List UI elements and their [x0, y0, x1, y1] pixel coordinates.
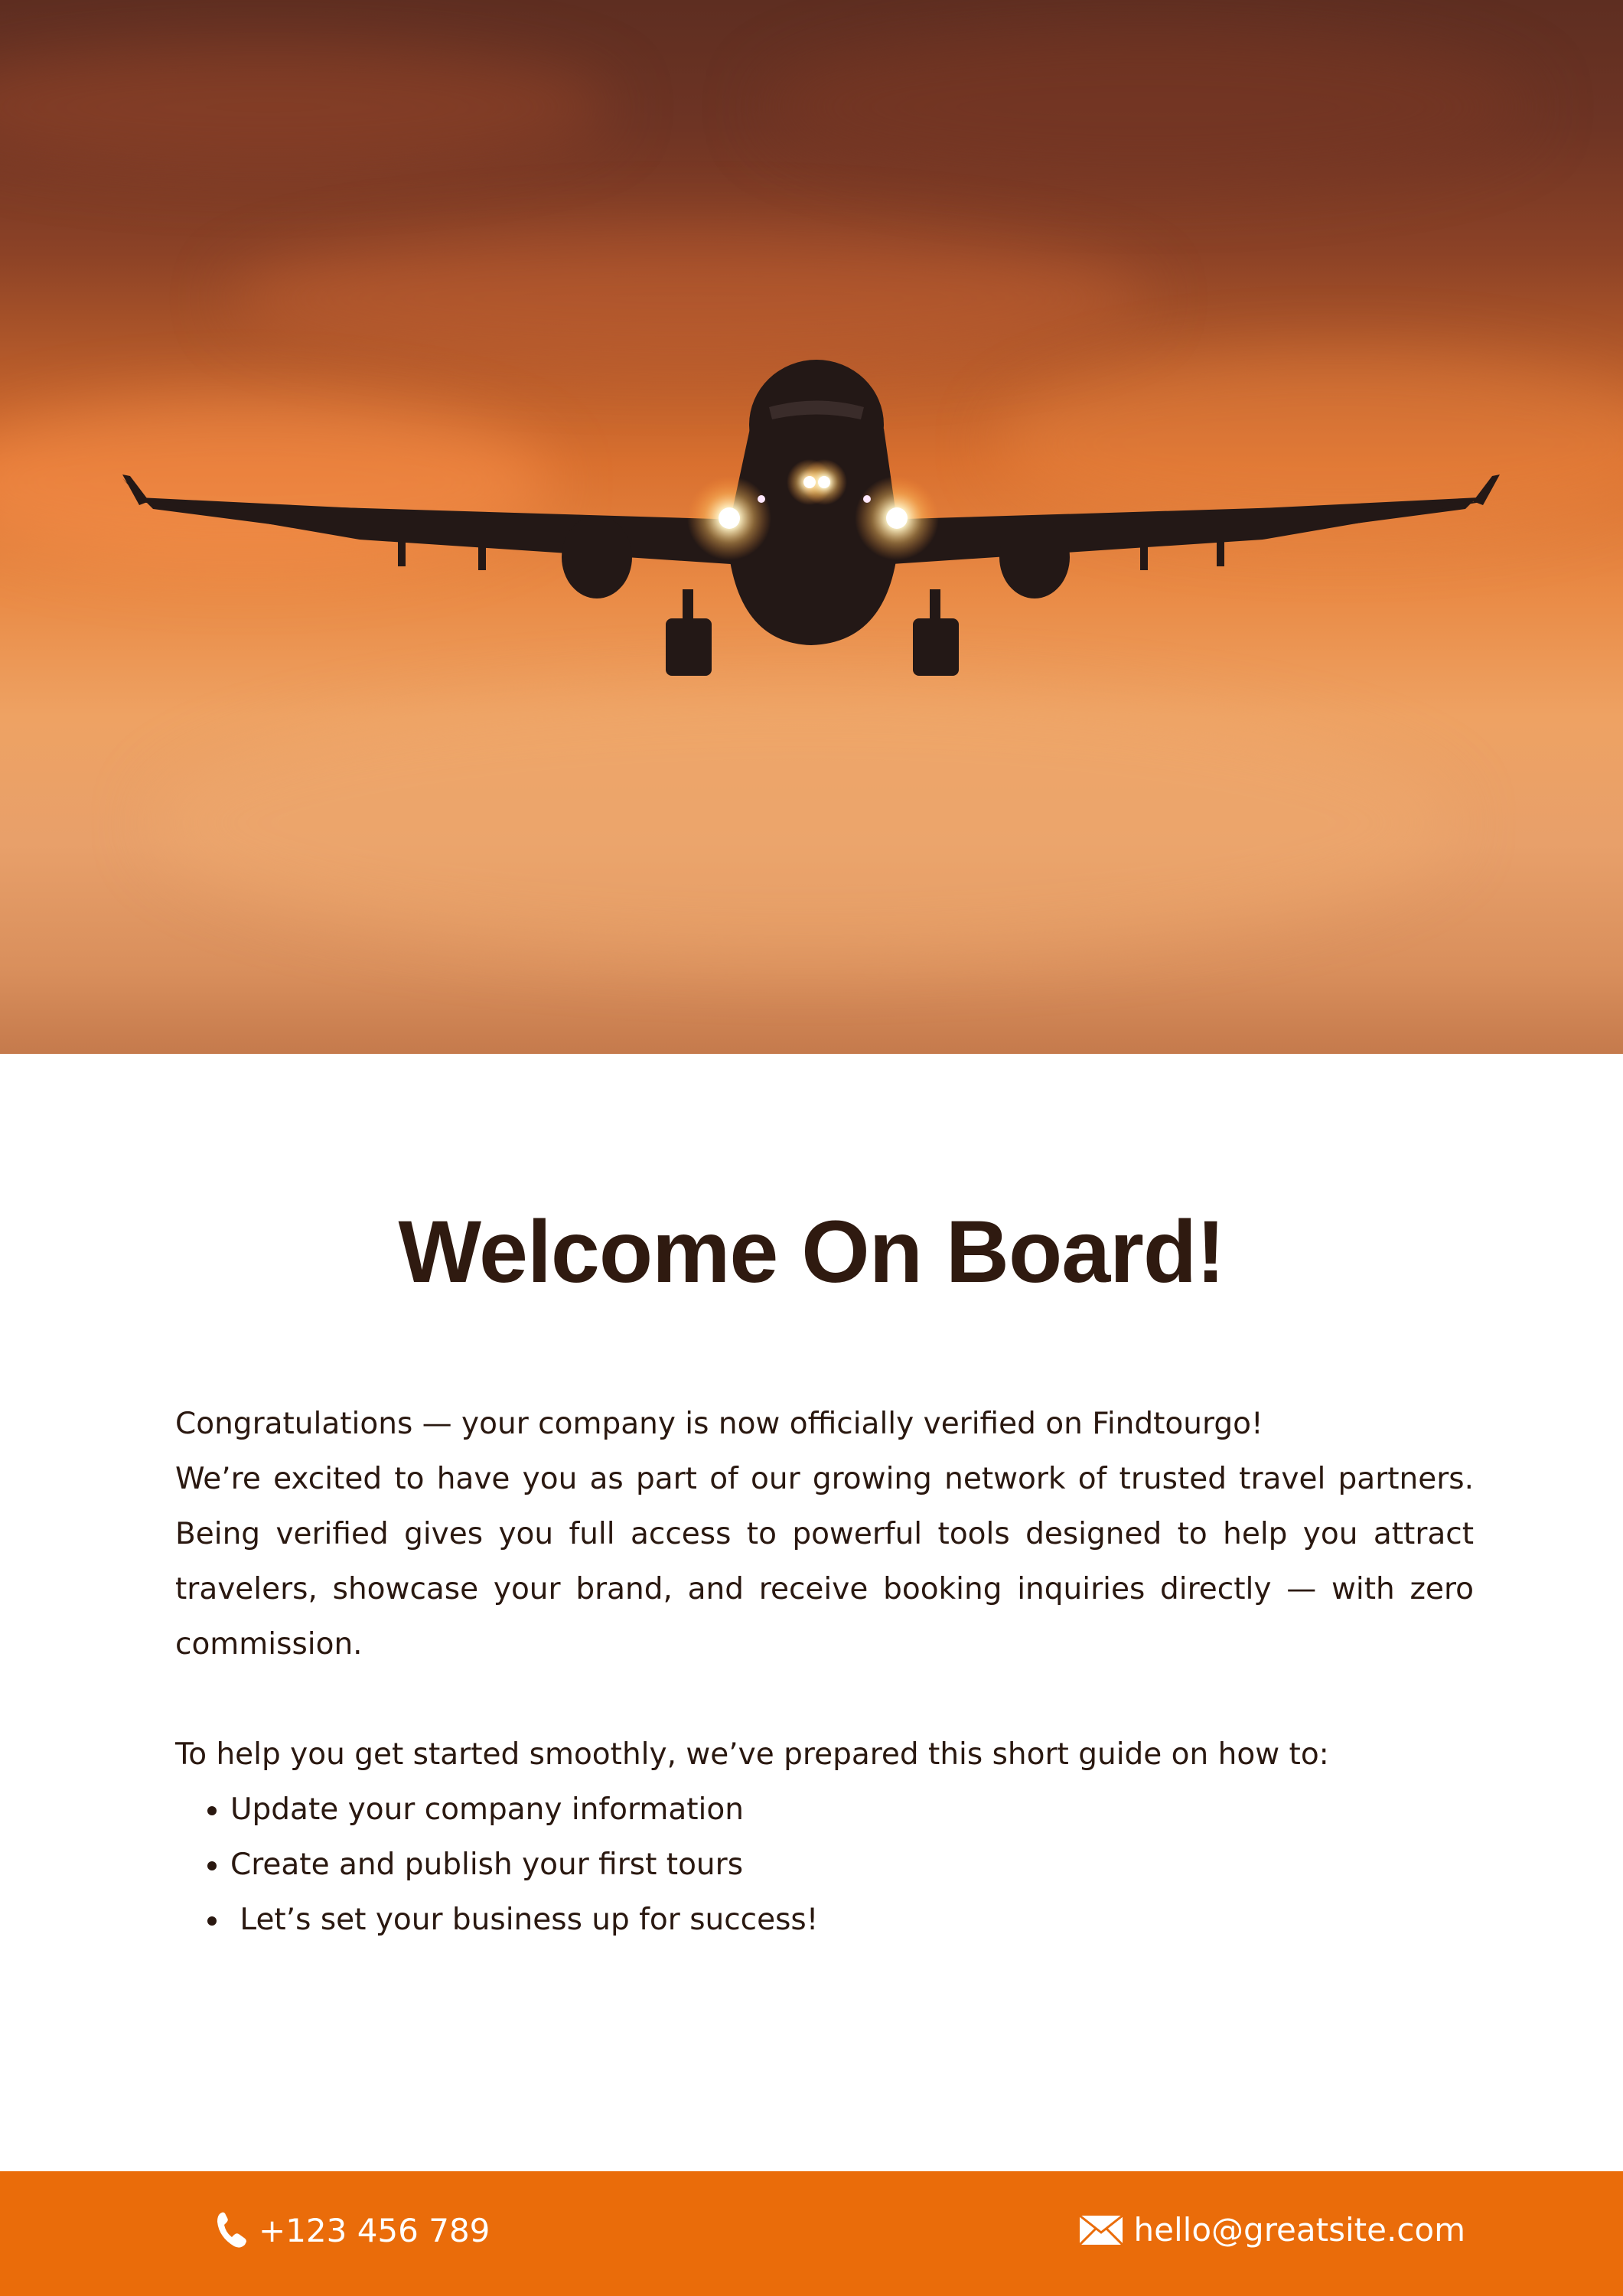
- phone-number: +123 456 789: [259, 2211, 490, 2249]
- welcome-body: [175, 1397, 1474, 1948]
- list-item: • Update your company information: [230, 1782, 1474, 1838]
- envelope-icon: [1079, 2215, 1123, 2245]
- list-item: • Let’s set your business up for success!: [230, 1893, 1474, 1948]
- hero-image: [0, 0, 1623, 1054]
- list-item: • Create and publish your first tours: [230, 1838, 1474, 1893]
- guide-list: [175, 1782, 1474, 1948]
- email-contact[interactable]: [1079, 2211, 1465, 2249]
- email-address: hello@greatsite.com: [1133, 2211, 1465, 2249]
- intro-text: Congratulations — your company is now officially verified on Findtourgo!: [175, 1407, 1263, 1441]
- footer-bar: [0, 2171, 1623, 2296]
- phone-contact[interactable]: [216, 2211, 490, 2249]
- guide-intro: To help you get started smoothly, we’ve prepared this short guide on how to:: [175, 1737, 1329, 1772]
- page-title: Welcome On Board!: [398, 1203, 1225, 1301]
- body-paragraph: We’re excited to have you as part of our growing network of trusted travel partners. Being verified gives you full access to powerful tools designed to help you attract travelers, showcase your brand, and receive booking inquiries directly — with zero commission.: [175, 1462, 1474, 1662]
- phone-icon: [216, 2211, 248, 2249]
- airplane-silhouette: [0, 0, 1623, 1054]
